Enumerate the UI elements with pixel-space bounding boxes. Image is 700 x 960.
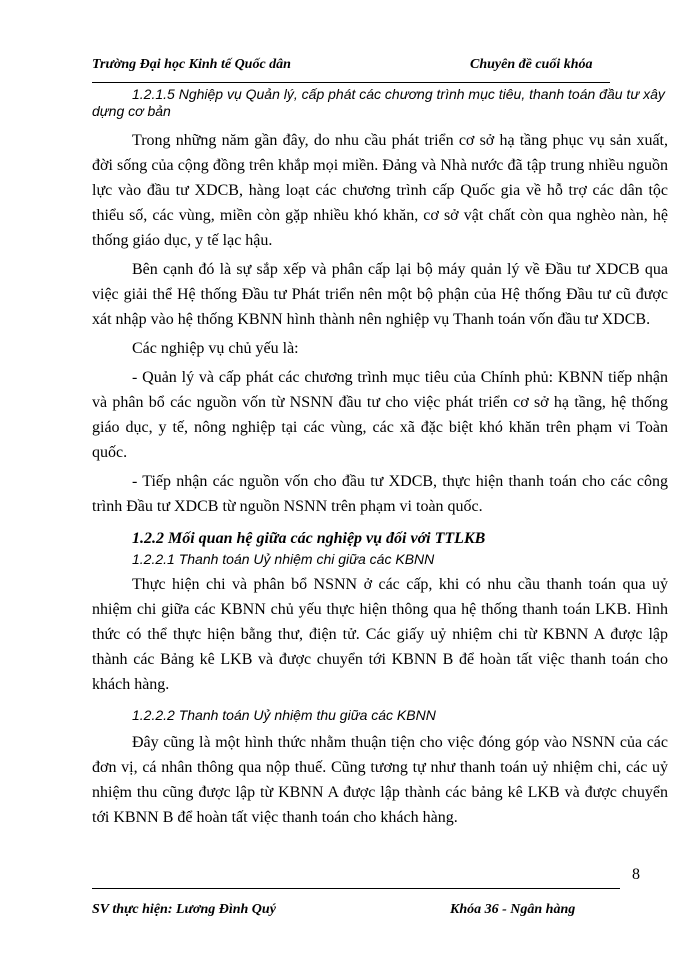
header-school: Trường Đại học Kinh tế Quốc dân <box>92 57 291 72</box>
subsection-heading-1222: 1.2.2.2 Thanh toán Uỷ nhiệm thu giữa các KBNN <box>132 707 436 723</box>
footer-author: SV thực hiện: Lương Đình Quý <box>92 902 276 917</box>
paragraph: - Tiếp nhận các nguồn vốn cho đầu tư XDCB, thực hiện thanh toán cho các công trình Đầu tư XDCB từ nguồn NSNN trên phạm vi toàn quốc. <box>92 473 668 515</box>
page-body <box>92 86 668 830</box>
subsection-heading-1215: 1.2.1.5 Nghiệp vụ Quản lý, cấp phát các chương trình mục tiêu, thanh toán đầu tư xây dựng cơ bản <box>92 86 665 119</box>
footer-rule <box>92 888 620 889</box>
page-number: 8 <box>632 866 640 883</box>
header-title: Chuyên đề cuối khóa <box>470 57 593 72</box>
paragraph: Đây cũng là một hình thức nhằm thuận tiện cho việc đóng góp vào NSNN của các đơn vị, cá nhân thông qua nộp thuế. Cũng tương tự như thanh toán uỷ nhiệm chi, các uỷ nhiệm thu cũng được lập từ KBNN A được lập thành các bảng kê LKB và được chuyển tới KBNN B để hoàn tất việc thanh toán cho khách hàng. <box>92 734 668 826</box>
header-rule <box>92 82 610 83</box>
paragraph: - Quản lý và cấp phát các chương trình mục tiêu của Chính phủ: KBNN tiếp nhận và phân bổ các nguồn vốn từ NSNN đầu tư cho việc phát triển cơ sở hạ tầng, hệ thống giáo dục, y tế, nông nghiệp tại các vùng, các xã đặc biệt khó khăn trên phạm vi Toàn quốc. <box>92 369 668 461</box>
paragraph: Các nghiệp vụ chủ yếu là: <box>132 340 299 357</box>
subsection-heading-1221: 1.2.2.1 Thanh toán Uỷ nhiệm chi giữa các KBNN <box>132 551 435 567</box>
section-heading-122: 1.2.2 Mối quan hệ giữa các nghiệp vụ đối với TTLKB <box>132 530 486 547</box>
paragraph: Trong những năm gần đây, do nhu cầu phát triển cơ sở hạ tầng phục vụ sản xuất, đời sống của cộng đồng trên khắp mọi miền. Đảng và Nhà nước đã tập trung nhiều nguồn lực vào đầu tư XDCB, hàng loạt các chương trình cấp Quốc gia về hỗ trợ các dân tộc thiểu số, các vùng, miền còn gặp nhiều khó khăn, cơ sở vật chất còn qua nghèo nàn, hệ thống giáo dục, y tế lạc hậu. <box>92 132 668 249</box>
paragraph: Thực hiện chi và phân bổ NSNN ở các cấp, khi có nhu cầu thanh toán qua uỷ nhiệm chi giữa các KBNN chủ yếu thực hiện thông qua hệ thống thanh toán LKB. Hình thức có thể thực hiện bằng thư, điện tử. Các giấy uỷ nhiệm chi từ KBNN A được lập thành các Bảng kê LKB và được chuyển tới KBNN B để hoàn tất việc thanh toán cho khách hàng. <box>92 576 668 693</box>
footer-course: Khóa 36 - Ngân hàng <box>450 902 576 917</box>
paragraph: Bên cạnh đó là sự sắp xếp và phân cấp lại bộ máy quản lý về Đầu tư XDCB qua việc giải thể Hệ thống Đầu tư Phát triển nên một bộ phận của Hệ thống Đầu tư cũ được xát nhập vào hệ thống KBNN hình thành nên nghiệp vụ Thanh toán vốn đầu tư XDCB. <box>92 261 668 328</box>
